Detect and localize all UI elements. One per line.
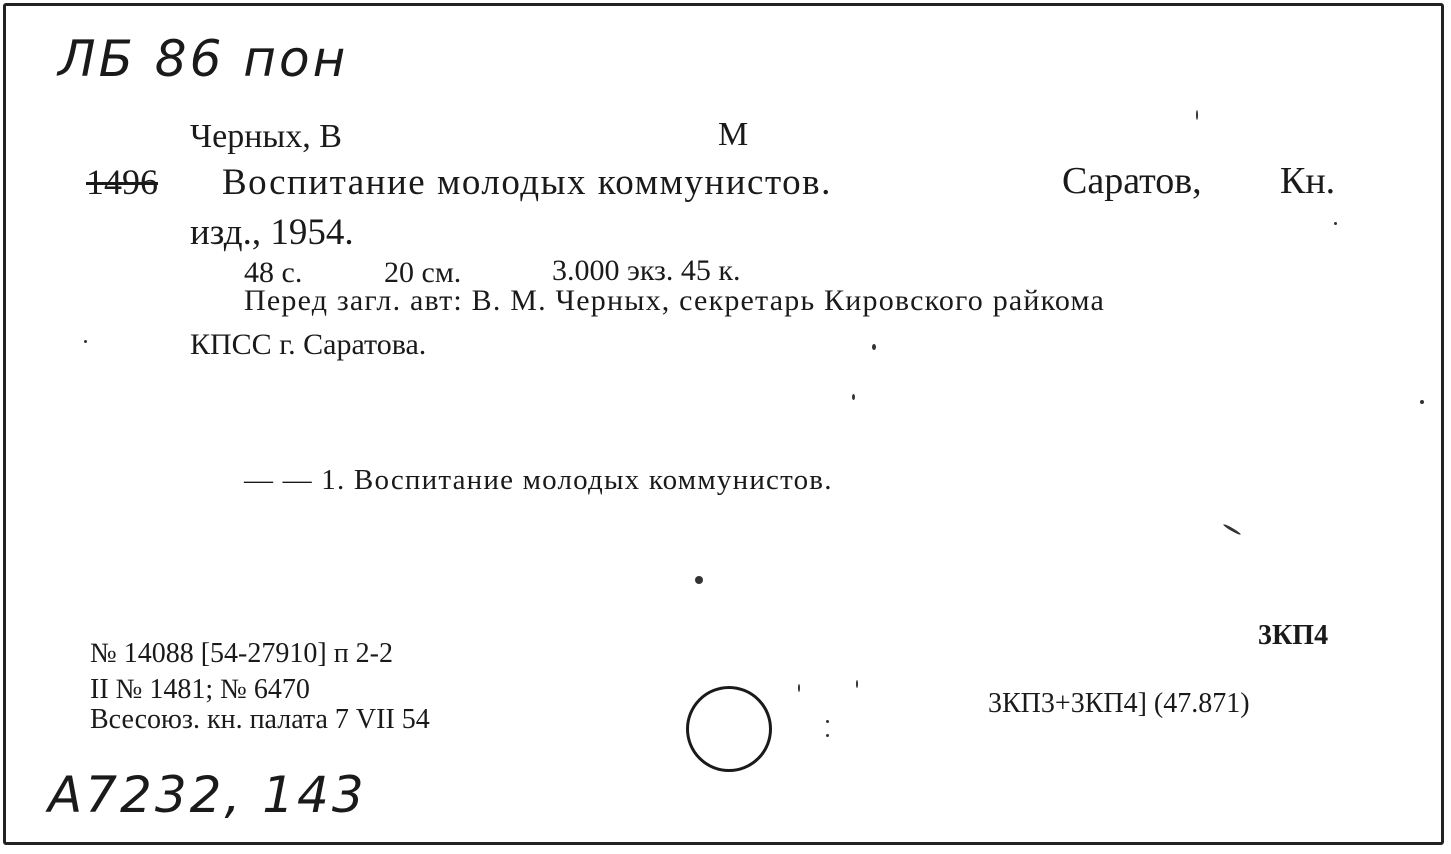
publisher-start: Кн. <box>1280 160 1336 202</box>
shelf-mark-bottom: А7232, 143 <box>48 766 367 824</box>
size: 20 см. <box>384 256 462 289</box>
copies-price: 3.000 экз. 45 к. <box>552 254 741 287</box>
order-line-1: № 14088 [54-27910] п 2-2 <box>90 638 393 669</box>
classification: 3КП4 <box>1258 620 1329 651</box>
order-line-2: II № 1481; № 6470 <box>90 674 310 705</box>
note-line-2: КПСС г. Саратова. <box>190 328 427 361</box>
order-line-3: Всесоюз. кн. палата 7 VII 54 <box>90 704 430 735</box>
shelf-mark-top: ЛБ 86 пон <box>58 30 349 88</box>
speck <box>695 576 703 584</box>
publisher-year: изд., 1954. <box>190 212 354 253</box>
speck <box>798 684 800 692</box>
punch-hole <box>686 686 772 772</box>
speck <box>826 734 829 737</box>
publication-place: Саратов, <box>1062 160 1202 202</box>
book-title: Воспитание молодых коммунистов. <box>222 162 832 203</box>
speck <box>852 394 855 400</box>
speck <box>826 720 829 723</box>
pages: 48 с. <box>244 256 303 289</box>
speck <box>1334 222 1337 225</box>
speck <box>872 344 876 350</box>
classification-full: 3КП3+3КП4] (47.871) <box>988 688 1250 719</box>
speck <box>84 340 87 343</box>
old-number: 1496 <box>86 162 158 202</box>
note-line-1: Перед загл. авт: В. М. Черных, секретарь Кировского райкома <box>244 284 1106 317</box>
speck <box>1196 110 1198 120</box>
subject-entry: — — 1. Воспитание молодых коммунистов. <box>244 464 833 496</box>
speck <box>856 680 858 688</box>
speck <box>1420 400 1424 404</box>
author-name: Черных, В <box>190 118 342 155</box>
author-initial: М <box>718 116 749 153</box>
